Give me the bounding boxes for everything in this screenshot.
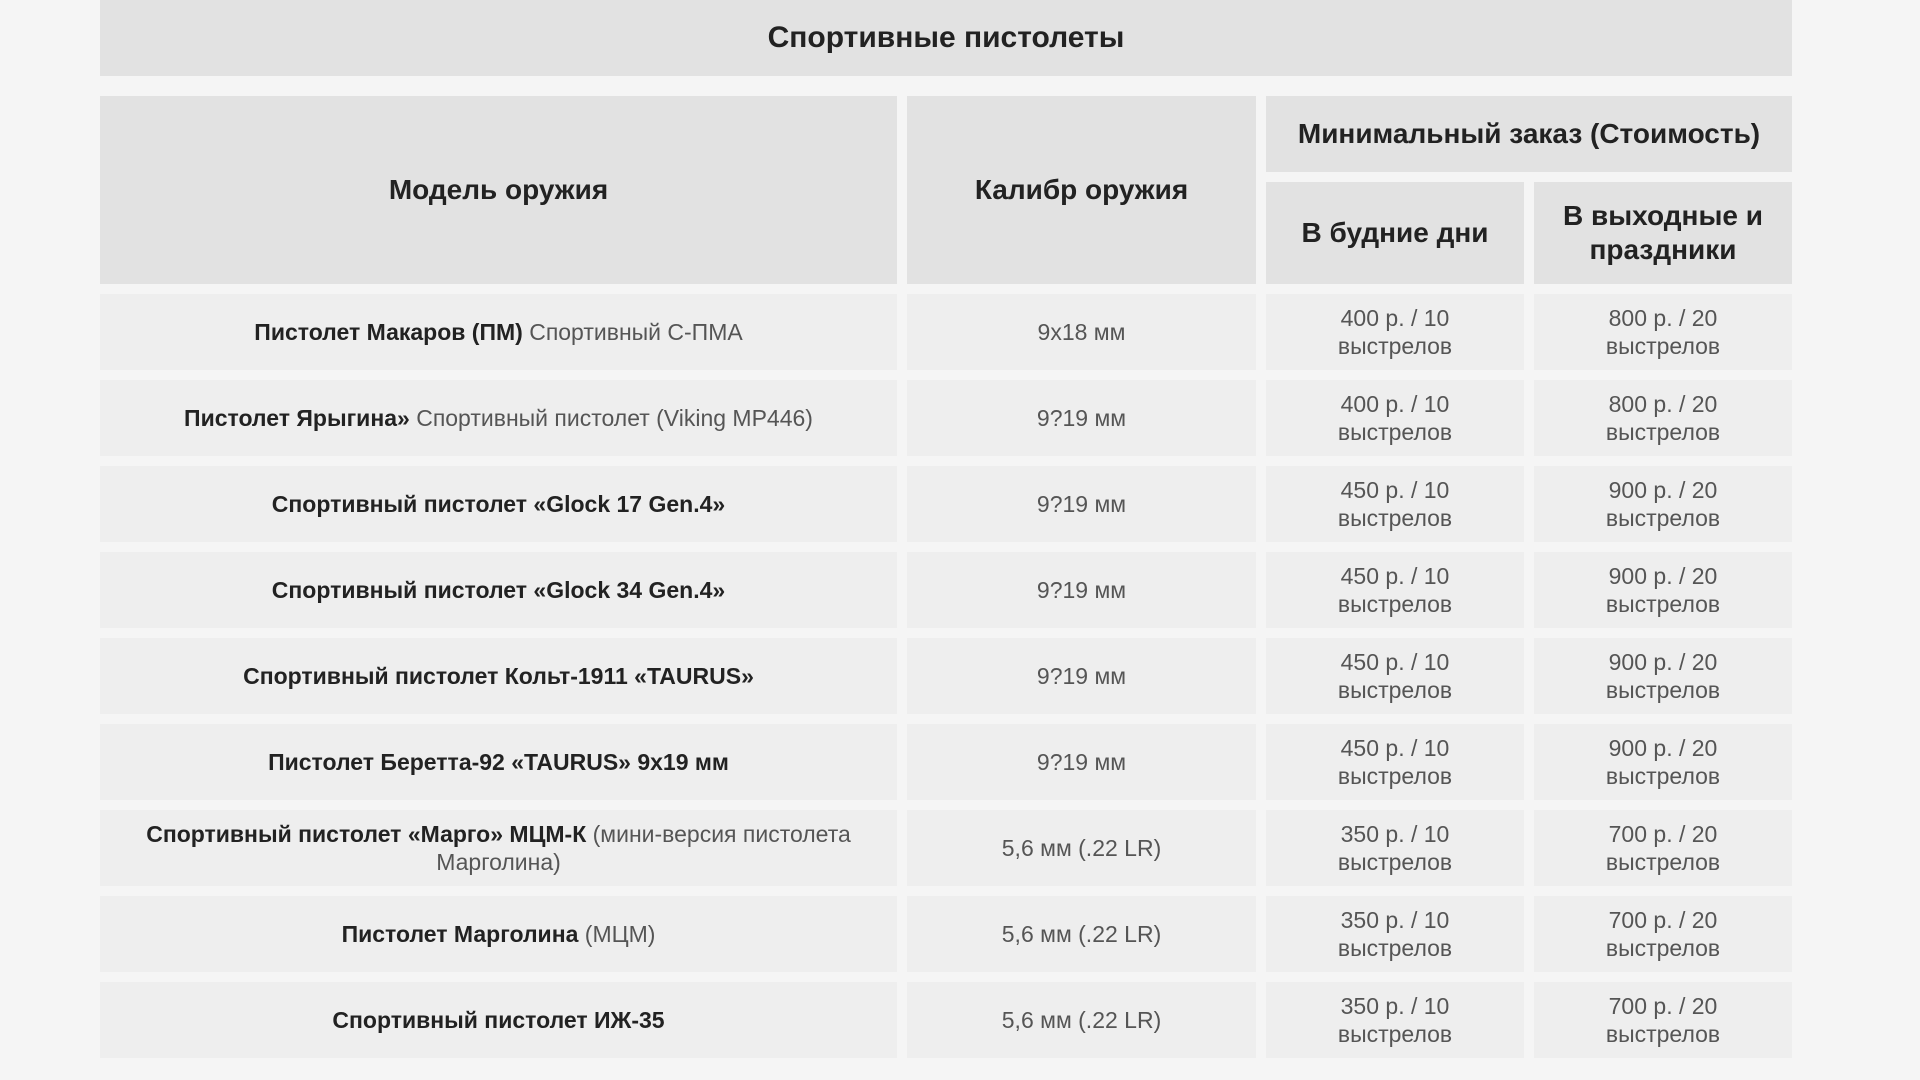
weekday-price: 450 р. / 10 [1340, 649, 1450, 675]
model-name: Пистолет Марголина [341, 921, 579, 947]
weekday-unit: выстрелов [1337, 1021, 1453, 1047]
weekend-price-cell [1534, 896, 1792, 972]
header-min-order: Минимальный заказ (Стоимость) [1266, 96, 1792, 172]
model-cell [100, 638, 897, 714]
weekend-price: 900 р. / 20 [1608, 563, 1718, 589]
weekend-price-cell [1534, 724, 1792, 800]
weekday-unit: выстрелов [1337, 591, 1453, 617]
weekend-unit: выстрелов [1605, 677, 1721, 703]
model-detail: (МЦМ) [578, 921, 656, 947]
weekday-price-cell [1266, 294, 1524, 370]
weekend-price: 900 р. / 20 [1608, 477, 1718, 503]
weekend-price: 700 р. / 20 [1608, 993, 1718, 1019]
model-name: Спортивный пистолет Кольт-1911 «TAURUS» [243, 663, 754, 689]
weekday-price: 350 р. / 10 [1340, 821, 1450, 847]
weekday-unit: выстрелов [1337, 677, 1453, 703]
weekday-price-cell [1266, 724, 1524, 800]
model-cell [100, 724, 897, 800]
weekday-price: 400 р. / 10 [1340, 305, 1450, 331]
weekday-price-cell [1266, 638, 1524, 714]
weekday-price: 350 р. / 10 [1340, 993, 1450, 1019]
weekday-price-cell [1266, 552, 1524, 628]
table-body [100, 294, 1792, 1058]
weekday-price-cell [1266, 982, 1524, 1058]
caliber-cell: 9?19 мм [907, 380, 1256, 456]
caliber-cell: 9?19 мм [907, 724, 1256, 800]
model-name: Пистолет Ярыгина» [184, 405, 410, 431]
weekday-price-cell [1266, 896, 1524, 972]
weekend-unit: выстрелов [1605, 419, 1721, 445]
weekend-price: 800 р. / 20 [1608, 305, 1718, 331]
caliber-cell: 9х18 мм [907, 294, 1256, 370]
table-row [100, 982, 1792, 1058]
caliber-cell: 9?19 мм [907, 466, 1256, 542]
header-weekends: В выходные и праздники [1534, 182, 1792, 284]
header-model: Модель оружия [100, 96, 897, 284]
model-cell [100, 466, 897, 542]
table-row [100, 380, 1792, 456]
weekend-unit: выстрелов [1605, 763, 1721, 789]
table-title: Спортивные пистолеты [100, 0, 1792, 76]
weekday-unit: выстрелов [1337, 763, 1453, 789]
caliber-cell: 9?19 мм [907, 552, 1256, 628]
model-cell [100, 896, 897, 972]
weekday-unit: выстрелов [1337, 935, 1453, 961]
weekend-unit: выстрелов [1605, 505, 1721, 531]
table-row [100, 896, 1792, 972]
weekend-price-cell [1534, 552, 1792, 628]
weekend-price-cell [1534, 810, 1792, 886]
weekend-unit: выстрелов [1605, 935, 1721, 961]
weekday-price: 400 р. / 10 [1340, 391, 1450, 417]
table-row [100, 294, 1792, 370]
weekend-price-cell [1534, 638, 1792, 714]
weekend-price-cell [1534, 294, 1792, 370]
weekend-price-cell [1534, 982, 1792, 1058]
weekend-price-cell [1534, 466, 1792, 542]
weekday-price: 450 р. / 10 [1340, 477, 1450, 503]
model-name: Спортивный пистолет «Марго» МЦМ-К [146, 821, 587, 847]
weekend-price: 900 р. / 20 [1608, 735, 1718, 761]
model-cell [100, 294, 897, 370]
weekday-price: 450 р. / 10 [1340, 735, 1450, 761]
weekday-unit: выстрелов [1337, 333, 1453, 359]
table-row [100, 724, 1792, 800]
table-row [100, 466, 1792, 542]
model-name: Спортивный пистолет «Glock 34 Gen.4» [271, 577, 726, 603]
model-detail: Спортивный С-ПМА [522, 319, 743, 345]
caliber-cell: 5,6 мм (.22 LR) [907, 810, 1256, 886]
weekend-unit: выстрелов [1605, 849, 1721, 875]
table-row [100, 638, 1792, 714]
model-name: Пистолет Макаров (ПМ) [254, 319, 523, 345]
weekend-unit: выстрелов [1605, 591, 1721, 617]
weekday-unit: выстрелов [1337, 505, 1453, 531]
caliber-cell: 5,6 мм (.22 LR) [907, 982, 1256, 1058]
model-cell [100, 380, 897, 456]
weekday-price-cell [1266, 380, 1524, 456]
price-table [90, 86, 1802, 1068]
weekend-unit: выстрелов [1605, 1021, 1721, 1047]
model-name: Спортивный пистолет «Glock 17 Gen.4» [271, 491, 726, 517]
weekday-unit: выстрелов [1337, 419, 1453, 445]
header-weekdays: В будние дни [1266, 182, 1524, 284]
caliber-cell: 9?19 мм [907, 638, 1256, 714]
model-detail: (мини-версия пистолета Марголина) [436, 821, 851, 875]
weekend-price: 900 р. / 20 [1608, 649, 1718, 675]
model-name: Пистолет Беретта-92 «TAURUS» 9х19 мм [268, 749, 729, 775]
table-row [100, 810, 1792, 886]
price-table-section [100, 0, 1792, 1068]
weekend-unit: выстрелов [1605, 333, 1721, 359]
table-row [100, 552, 1792, 628]
model-detail: Спортивный пистолет (Viking MP446) [409, 405, 813, 431]
model-cell [100, 552, 897, 628]
weekday-price-cell [1266, 810, 1524, 886]
weekend-price: 700 р. / 20 [1608, 907, 1718, 933]
weekend-price: 800 р. / 20 [1608, 391, 1718, 417]
weekday-price-cell [1266, 466, 1524, 542]
weekend-price-cell [1534, 380, 1792, 456]
caliber-cell: 5,6 мм (.22 LR) [907, 896, 1256, 972]
weekday-price: 450 р. / 10 [1340, 563, 1450, 589]
model-cell [100, 982, 897, 1058]
weekday-price: 350 р. / 10 [1340, 907, 1450, 933]
model-cell [100, 810, 897, 886]
header-caliber: Калибр оружия [907, 96, 1256, 284]
model-name: Спортивный пистолет ИЖ-35 [332, 1007, 665, 1033]
weekday-unit: выстрелов [1337, 849, 1453, 875]
weekend-price: 700 р. / 20 [1608, 821, 1718, 847]
